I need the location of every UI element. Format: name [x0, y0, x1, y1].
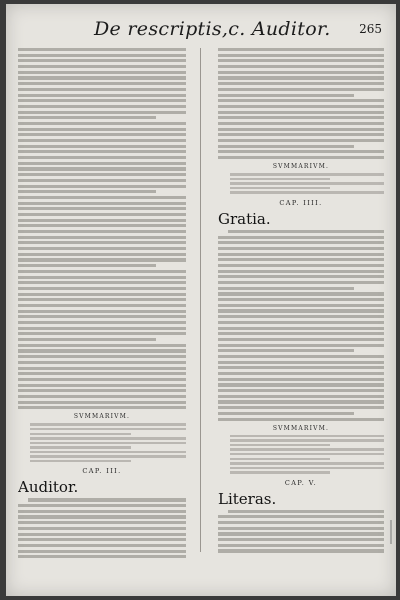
text-line [218, 54, 384, 57]
text-line [218, 527, 384, 530]
text-line [18, 139, 186, 142]
text-line [18, 538, 186, 541]
left-body-text [18, 48, 186, 409]
text-line [218, 521, 384, 524]
text-line [230, 435, 384, 437]
text-line [18, 133, 186, 136]
text-line [218, 116, 384, 119]
text-line [30, 451, 186, 453]
text-line [218, 236, 384, 239]
text-line [18, 99, 186, 102]
text-line [218, 275, 384, 278]
text-line [218, 59, 384, 62]
text-line [218, 264, 384, 267]
text-line [218, 400, 384, 403]
text-line [218, 344, 384, 347]
right-summary1-list [218, 173, 384, 194]
text-line [218, 122, 384, 125]
left-summary-list [18, 423, 186, 462]
text-line [18, 315, 186, 318]
text-line [18, 190, 156, 193]
text-line [18, 48, 186, 51]
text-line [30, 460, 131, 462]
text-line [218, 412, 354, 415]
text-line [218, 281, 384, 284]
text-line [18, 253, 186, 256]
text-line [30, 446, 131, 448]
text-line [218, 544, 384, 547]
text-line [18, 270, 186, 273]
text-line [218, 128, 384, 131]
text-line [18, 236, 186, 239]
text-line [218, 150, 384, 153]
text-line [218, 355, 384, 358]
text-line [18, 258, 186, 261]
text-line [18, 287, 186, 290]
text-line [18, 533, 186, 536]
column-rule [200, 48, 201, 552]
running-title: De rescriptis,c. Auditor. [94, 18, 331, 40]
text-line [18, 116, 156, 119]
text-line [228, 510, 384, 513]
text-line [18, 401, 186, 404]
text-line [18, 213, 186, 216]
right-summary2-label: SVMMARIVM. [272, 424, 330, 432]
text-line [18, 327, 186, 330]
left-column [18, 48, 186, 558]
text-line [30, 423, 186, 425]
text-line [18, 167, 186, 170]
text-line [18, 179, 186, 182]
text-line [218, 395, 384, 398]
text-line [218, 389, 384, 392]
right-column [218, 48, 384, 558]
text-line [18, 281, 186, 284]
text-line [18, 367, 186, 370]
text-line [18, 224, 186, 227]
text-line [30, 433, 131, 435]
text-line [228, 230, 384, 233]
text-line [18, 344, 186, 347]
text-line [18, 372, 186, 375]
text-line [218, 378, 384, 381]
text-line [218, 549, 384, 552]
text-line [18, 293, 186, 296]
text-line [18, 361, 186, 364]
right-chapter1-text [218, 230, 384, 421]
text-line [18, 185, 186, 188]
text-line [218, 156, 384, 159]
text-line [230, 458, 330, 460]
document-page [6, 4, 396, 596]
text-line [230, 173, 384, 175]
text-line [218, 315, 384, 318]
text-line [218, 349, 354, 352]
text-line [18, 59, 186, 62]
text-line [30, 428, 186, 430]
text-line [218, 111, 384, 114]
text-line [18, 264, 156, 267]
text-line [30, 455, 186, 457]
text-line [18, 298, 186, 301]
text-line [218, 133, 384, 136]
text-line [218, 82, 384, 85]
text-line [18, 395, 186, 398]
text-line [218, 76, 384, 79]
text-line [18, 349, 186, 352]
text-line [218, 94, 354, 97]
text-line [18, 65, 186, 68]
text-line [18, 162, 186, 165]
right-drop-word1: Gratia. [218, 209, 271, 228]
text-line [18, 202, 186, 205]
right-chapter1-label: CAP. IIII. [279, 198, 323, 207]
text-line [218, 361, 384, 364]
text-line [18, 304, 186, 307]
text-line [18, 378, 186, 381]
text-line [18, 241, 186, 244]
text-line [218, 406, 384, 409]
text-line [18, 310, 186, 313]
right-drop-word2: Literas. [218, 489, 277, 508]
right-chapter2-label: CAP. V. [284, 478, 318, 487]
text-line [18, 384, 186, 387]
text-line [18, 207, 186, 210]
text-line [18, 389, 186, 392]
right-chapter2-text [218, 510, 384, 553]
text-line [218, 327, 384, 330]
text-line [18, 128, 186, 131]
text-line [18, 276, 186, 279]
text-line [30, 442, 186, 444]
text-line [18, 321, 186, 324]
text-line [18, 355, 186, 358]
text-line [230, 178, 330, 180]
text-line [18, 338, 156, 341]
text-line [18, 150, 186, 153]
page-number: 265 [359, 22, 382, 36]
text-line [218, 65, 384, 68]
text-line [18, 332, 186, 335]
text-line [18, 156, 186, 159]
text-line [18, 515, 186, 518]
text-line [230, 187, 330, 189]
left-chapter-text [18, 498, 186, 558]
text-line [18, 173, 186, 176]
left-drop-word: Auditor. [18, 478, 79, 497]
text-line [230, 448, 384, 450]
text-line [18, 88, 186, 91]
text-line [218, 48, 384, 51]
text-line [18, 504, 186, 507]
text-line [218, 304, 384, 307]
text-line [218, 418, 384, 421]
text-line [218, 515, 384, 518]
text-line [18, 76, 186, 79]
text-line [18, 510, 186, 513]
text-line [218, 270, 384, 273]
text-line [18, 82, 186, 85]
text-line [18, 219, 186, 222]
text-line [218, 538, 384, 541]
text-line [218, 145, 354, 148]
text-line [218, 241, 384, 244]
text-line [218, 372, 384, 375]
text-line [218, 287, 354, 290]
text-line [18, 71, 186, 74]
page-header [6, 18, 396, 44]
text-line [230, 444, 330, 446]
text-line [18, 550, 186, 553]
text-line [218, 338, 384, 341]
text-line [230, 182, 384, 184]
text-line [218, 253, 384, 256]
text-line [218, 88, 384, 91]
text-line [18, 527, 186, 530]
text-line [18, 544, 186, 547]
text-line [230, 191, 384, 193]
text-line [218, 258, 384, 261]
text-line [230, 453, 384, 455]
text-line [230, 471, 330, 473]
text-line [218, 332, 384, 335]
right-body-text [218, 48, 384, 159]
text-line [218, 383, 384, 386]
text-line [18, 54, 186, 57]
text-line [218, 366, 384, 369]
text-line [18, 94, 186, 97]
text-line [218, 298, 384, 301]
text-line [18, 196, 186, 199]
text-line [218, 139, 384, 142]
text-line [30, 437, 186, 439]
text-line [218, 292, 384, 295]
left-chapter-label: CAP. III. [82, 467, 122, 476]
text-line [218, 321, 384, 324]
left-summary-label: SVMMARIVM. [73, 413, 131, 421]
text-line [218, 71, 384, 74]
text-line [218, 532, 384, 535]
text-line [28, 498, 186, 501]
text-line [18, 111, 186, 114]
right-summary2-list [218, 435, 384, 474]
text-line [218, 99, 384, 102]
text-line [18, 406, 186, 409]
text-line [230, 462, 384, 464]
text-line [18, 105, 186, 108]
text-line [230, 467, 384, 469]
text-line [18, 122, 186, 125]
text-line [18, 521, 186, 524]
text-line [18, 230, 186, 233]
text-line [18, 555, 186, 558]
text-line [230, 439, 384, 441]
text-line [218, 247, 384, 250]
text-line [18, 145, 186, 148]
text-line [218, 309, 384, 312]
text-line [18, 247, 186, 250]
page-edge-mark [384, 520, 392, 544]
right-summary1-label: SVMMARIVM. [272, 163, 330, 171]
text-line [218, 105, 384, 108]
